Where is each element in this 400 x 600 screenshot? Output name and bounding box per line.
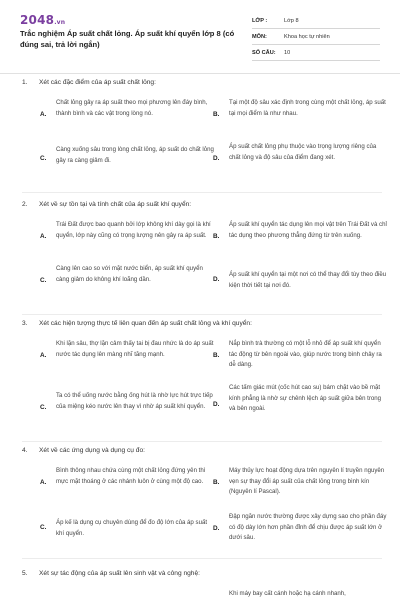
meta-key: SỐ CÂU: xyxy=(252,49,276,56)
option-b[interactable] xyxy=(213,98,393,132)
option-text: Khi lặn sâu, thợ lặn cảm thấy tai bị đau nhức là do áp suất nước tác dụng lên màng nhĩ tăng mạnh. xyxy=(56,340,214,358)
meta-key: MÔN: xyxy=(252,33,267,40)
option-letter: B. xyxy=(213,352,220,359)
logo-suffix: .vn xyxy=(54,19,66,26)
option-text: Chất lỏng gây ra áp suất theo mọi phương lên đáy bình, thành bình và các vật trong lòng nó. xyxy=(56,99,208,117)
page-title: Trắc nghiệm Áp suất chất lỏng. Áp suất khí quyển lớp 8 (có đúng sai, trả lời ngắn) xyxy=(20,29,235,49)
option-letter: D. xyxy=(213,276,220,283)
option-d[interactable] xyxy=(213,383,393,427)
option-text: Đập ngăn nước thường được xây dựng sao cho phần đáy có độ dày lớn hơn phần đỉnh để chịu được áp suất lớn ở dưới sâu. xyxy=(229,513,387,541)
option-c[interactable] xyxy=(40,391,220,425)
question-divider xyxy=(22,314,382,315)
option-b[interactable] xyxy=(213,339,393,373)
option-text: Tại một độ sâu xác định trong cùng một chất lỏng, áp suất tại mọi điểm là như nhau. xyxy=(229,99,386,117)
option-letter: A. xyxy=(40,111,47,118)
question-number: 2. xyxy=(22,201,28,208)
question-divider xyxy=(22,192,382,193)
option-d[interactable] xyxy=(213,142,393,176)
meta-key: LỚP : xyxy=(252,17,268,24)
option-letter: A. xyxy=(40,352,47,359)
option-text: Càng xuống sâu trong lòng chất lỏng, áp suất do chất lỏng gây ra càng giảm đi. xyxy=(56,146,214,164)
question-stem: Xét các đặc điểm của áp suất chất lỏng: xyxy=(39,79,156,86)
option-letter: A. xyxy=(40,233,47,240)
option-text: Áp suất chất lỏng phụ thuộc vào trọng lượng riêng của chất lỏng và độ sâu của điểm đang xét. xyxy=(229,143,377,161)
meta-value: Lớp 8 xyxy=(284,17,299,24)
site-logo[interactable] xyxy=(20,13,65,27)
logo-text: 2048 xyxy=(20,13,55,27)
option-b[interactable] xyxy=(213,466,393,500)
question-number: 3. xyxy=(22,320,28,327)
question-stem: Xét các hiện tượng thực tế liên quan đến áp suất chất lỏng và khí quyển: xyxy=(39,320,252,327)
option-text: Càng lên cao so với mặt nước biển, áp suất khí quyển càng giảm do không khí loãng dần. xyxy=(56,265,203,283)
option-text: Các tấm giác mút (cốc hút cao su) bám chặt vào bề mặt kính phẳng là nhờ sự chênh lệch áp suất giữa bên trong và bên ngoài. xyxy=(229,384,382,412)
option-letter: A. xyxy=(40,479,47,486)
question-stem: Xét sự tác động của áp suất lên sinh vật và công nghệ: xyxy=(39,570,200,577)
meta-row-grade xyxy=(252,13,380,29)
question-text xyxy=(22,570,200,577)
option-a[interactable] xyxy=(40,98,220,132)
meta-value: 10 xyxy=(284,49,291,56)
question-divider xyxy=(22,558,382,559)
option-a[interactable] xyxy=(40,339,220,373)
question-number: 5. xyxy=(22,570,28,577)
option-text: Áp suất khí quyển tại một nơi có thể thay đổi tùy theo điều kiện thời tiết tại nơi đó. xyxy=(229,271,387,289)
option-letter: C. xyxy=(40,155,47,162)
option-d[interactable] xyxy=(213,270,393,294)
option-a[interactable] xyxy=(40,220,220,254)
question-text xyxy=(22,79,156,86)
option-letter: D. xyxy=(213,525,220,532)
option-text: Nắp bình trà thường có một lỗ nhỏ để áp suất khí quyển tác động từ bên ngoài vào, giúp nước trong bình chảy ra dễ dàng. xyxy=(229,340,382,368)
question-text xyxy=(22,447,145,454)
header-divider xyxy=(0,73,400,74)
option-text: Áp suất khí quyển tác dụng lên mọi vật trên Trái Đất và chỉ tác dụng theo phương thẳng đứng từ trên xuống. xyxy=(229,221,387,239)
option-letter: B. xyxy=(213,233,220,240)
option-b[interactable] xyxy=(213,589,393,600)
option-text: Bình thông nhau chứa cùng một chất lỏng đứng yên thì mực mặt thoáng ở các nhánh luôn ở cùng một độ cao. xyxy=(56,467,206,485)
question-divider xyxy=(22,441,382,442)
option-letter: B. xyxy=(213,111,220,118)
question-stem: Xét về các ứng dụng và dụng cụ đo: xyxy=(39,447,145,454)
option-text: Khi máy bay cất cánh hoặc hạ cánh nhanh, xyxy=(229,590,346,597)
option-text: Ta có thể uống nước bằng ống hút là nhờ lực hút trực tiếp của miệng kéo nước lên thay vì nhờ áp suất khí quyển. xyxy=(56,392,213,410)
option-letter: D. xyxy=(213,155,220,162)
meta-row-count xyxy=(252,45,380,61)
meta-value: Khoa học tự nhiên xyxy=(284,33,330,40)
question-text xyxy=(22,320,252,327)
option-letter: D. xyxy=(213,401,220,408)
meta-row-subject xyxy=(252,29,380,45)
question-number: 4. xyxy=(22,447,28,454)
question-number: 1. xyxy=(22,79,28,86)
option-c[interactable] xyxy=(40,264,220,298)
option-b[interactable] xyxy=(213,220,393,254)
option-text: Trái Đất được bao quanh bởi lớp không khí dày gọi là khí quyển, lớp này cũng có trọng lượng nên gây ra áp suất. xyxy=(56,221,211,239)
question-stem: Xét về sự tồn tại và tính chất của áp suất khí quyển: xyxy=(39,201,192,208)
option-letter: C. xyxy=(40,524,47,531)
option-d[interactable] xyxy=(213,512,393,546)
option-text: Áp kế là dụng cụ chuyên dùng để đo độ lớn của áp suất khí quyển. xyxy=(56,519,208,537)
option-letter: C. xyxy=(40,277,47,284)
option-c[interactable] xyxy=(40,518,220,542)
option-text: Máy thủy lực hoạt động dựa trên nguyên lí truyền nguyên vẹn sự thay đổi áp suất của chất lỏng trong bình kín (Nguyên lí Pascal). xyxy=(229,467,385,495)
meta-table xyxy=(252,13,380,61)
option-a[interactable] xyxy=(40,466,220,500)
option-c[interactable] xyxy=(40,145,220,169)
option-letter: B. xyxy=(213,479,220,486)
option-letter: C. xyxy=(40,404,47,411)
document-header xyxy=(0,0,400,74)
question-text xyxy=(22,201,191,208)
